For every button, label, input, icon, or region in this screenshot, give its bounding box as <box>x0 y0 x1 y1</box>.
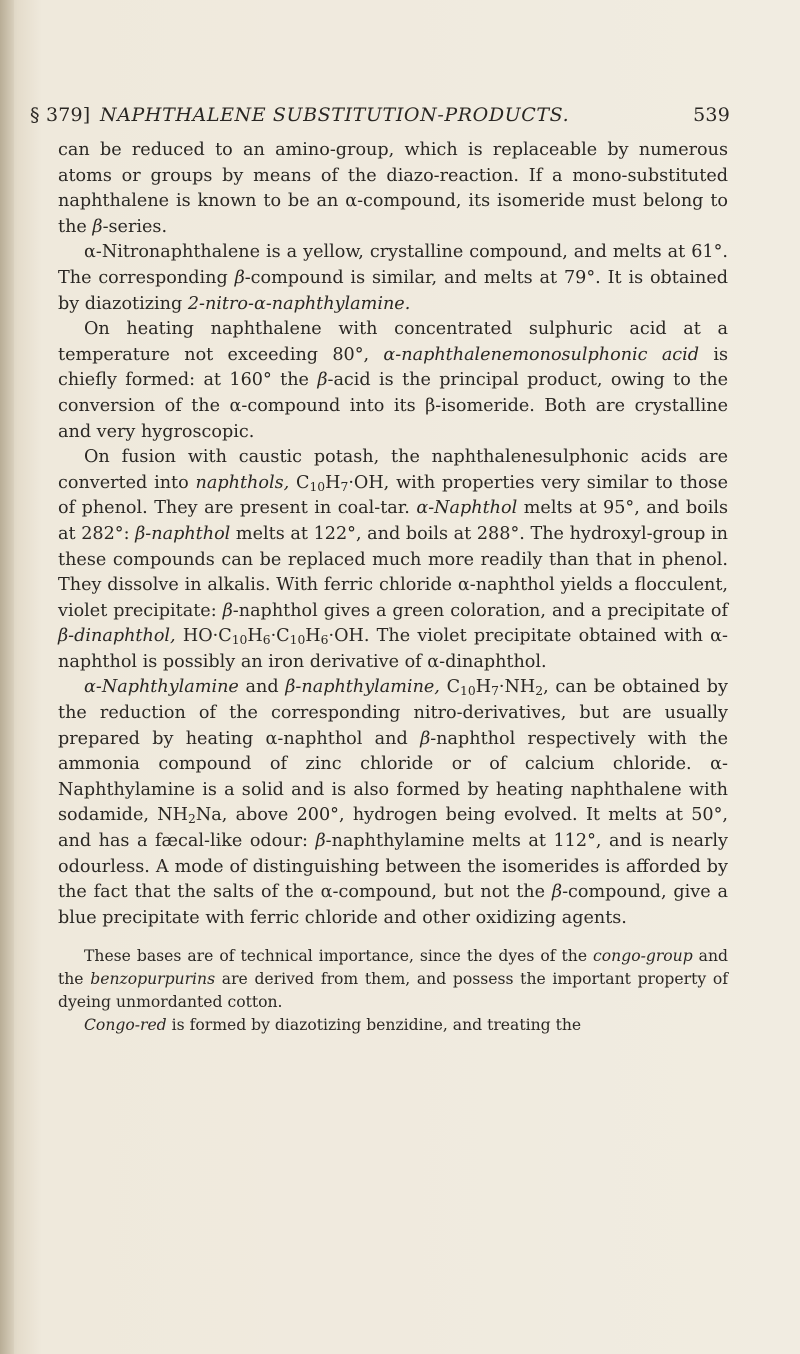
italic-text: β-dinaphthol, <box>58 626 176 647</box>
subscript: 7 <box>491 684 499 699</box>
italic-text: benzopurpurins <box>90 970 216 989</box>
italic-text: α-Naphthol <box>416 498 518 519</box>
running-title: NAPHTHALENE SUBSTITUTION-PRODUCTS. <box>100 104 570 126</box>
italic-text: β <box>92 216 103 237</box>
italic-text: β <box>234 267 245 288</box>
text-run: , can be obtained by the reduction of the corresponding nitro-derivatives, but are usually prepared by heating α-naphthol and <box>58 677 728 749</box>
paragraph <box>58 240 728 317</box>
text-run: -compound is similar, and melts at 79°. It is obtained by diazotizing <box>58 267 728 314</box>
italic-text: β <box>315 831 326 852</box>
italic-text: Congo-red <box>84 1016 167 1035</box>
text-run: ·OH, with properties very similar to those of phenol. They are present in coal-tar. <box>58 472 729 519</box>
page-edge <box>0 0 14 1354</box>
text-run: HO·C <box>175 626 232 647</box>
text-run: These bases are of technical importance, since the dyes of the <box>84 947 594 966</box>
body-text <box>58 138 728 1037</box>
text-run: can be reduced to an amino-group, which is replaceable by numerous atoms or groups by means of the diazo-reaction. If a mono-substituted naphthalene is known to be an α-compound, its isomeride must belong to the <box>58 140 728 237</box>
text-run: α-Nitronaphthalene is a yellow, crystalline compound, and melts at 61°. The corresponding <box>58 242 728 288</box>
subscript: 10 <box>309 479 326 494</box>
page-number: 539 <box>693 104 730 126</box>
italic-text: β-naphthol <box>135 523 231 544</box>
text-run: -compound, give a blue precipitate with ferric chloride and other oxidizing agents. <box>58 882 728 928</box>
text-run: -series. <box>102 216 168 237</box>
subscript: 10 <box>460 684 476 699</box>
text-run: is formed by diazotizing benzidine, and treating the <box>166 1016 582 1035</box>
text-run: On heating naphthalene with concentrated sulphuric acid at a temperature not exceeding 80°, <box>58 319 728 365</box>
text-run: ·NH <box>498 677 536 698</box>
text-run: -naphthol respectively with the ammonia compound of zinc chloride or of calcium chloride. α-Naphthylamine is a solid and is also formed by heating naphthalene with sodamide, NH <box>58 728 728 826</box>
italic-text: naphthols, <box>195 472 290 493</box>
small-print-note <box>58 945 728 1037</box>
italic-text: β <box>317 370 328 391</box>
running-header <box>30 104 730 134</box>
text-run: H <box>305 626 321 647</box>
subscript: 10 <box>231 633 248 648</box>
italic-text: 2-nitro-α-naphthylamine. <box>187 293 411 314</box>
text-run: melts at 95°, and boils at 282°: <box>58 498 728 544</box>
text-run: ·OH. The violet precipitate obtained with α-naphthol is possibly an iron derivative of α-dinaphthol. <box>58 626 728 672</box>
text-run: Na, above 200°, hydrogen being evolved. It melts at 50°, and has a fæcal-like odour: <box>58 805 728 852</box>
italic-text: congo-group <box>593 947 693 966</box>
section-number: § 379] <box>30 104 91 126</box>
text-run: -acid is the principal product, owing to the conversion of the α-compound into its β-isomeride. Both are crystalline and very hygroscopic. <box>58 370 728 442</box>
subscript: 2 <box>535 684 544 699</box>
subscript: 10 <box>289 633 306 648</box>
italic-text: β <box>222 600 233 621</box>
paragraph <box>58 445 728 675</box>
text-run: H <box>475 677 492 698</box>
paragraphs <box>58 138 728 931</box>
text-run: and <box>238 677 286 698</box>
text-run: H <box>247 626 263 647</box>
paragraph <box>58 317 728 445</box>
italic-text: β <box>420 728 431 749</box>
text-run: On fusion with caustic potash, the naphthalenesulphonic acids are converted into <box>58 447 728 493</box>
italic-text: α-Naphthylamine <box>84 677 239 698</box>
italic-text: β <box>551 882 563 903</box>
paragraph <box>58 675 728 931</box>
text-run: C <box>439 677 461 698</box>
subscript: 2 <box>187 812 196 827</box>
text-run: are derived from them, and possess the important property of dyeing unmordanted cotton. <box>58 970 728 1012</box>
subscript: 7 <box>340 479 349 494</box>
text-run: and the <box>58 947 729 989</box>
subscript: 6 <box>262 633 271 648</box>
text-run: C <box>289 472 310 493</box>
note-paragraph <box>58 945 728 1014</box>
italic-text: α-naphthalenemonosulphonic acid <box>383 344 700 365</box>
text-run: -naphthylamine melts at 112°, and is nearly odourless. A mode of distinguishing between the isomerides is afforded by the fact that the salts of the α-compound, but not the <box>58 831 728 903</box>
text-run: ·C <box>270 626 290 647</box>
text-run: melts at 122°, and boils at 288°. The hydroxyl-group in these compounds can be replaced much more readily than that in phenol. They dissolve in alkalis. With ferric chloride α-naphthol yields a flocculent, violet precipitate: <box>58 523 728 621</box>
italic-text: β-naphthylamine, <box>285 677 440 698</box>
text-run: -naphthol gives a green coloration, and a precipitate of <box>232 600 728 621</box>
paragraph <box>58 138 728 240</box>
text-run: H <box>325 472 341 493</box>
text-run: is chiefly formed: at 160° the <box>58 344 728 391</box>
note-paragraph <box>58 1014 728 1037</box>
subscript: 6 <box>320 633 329 648</box>
